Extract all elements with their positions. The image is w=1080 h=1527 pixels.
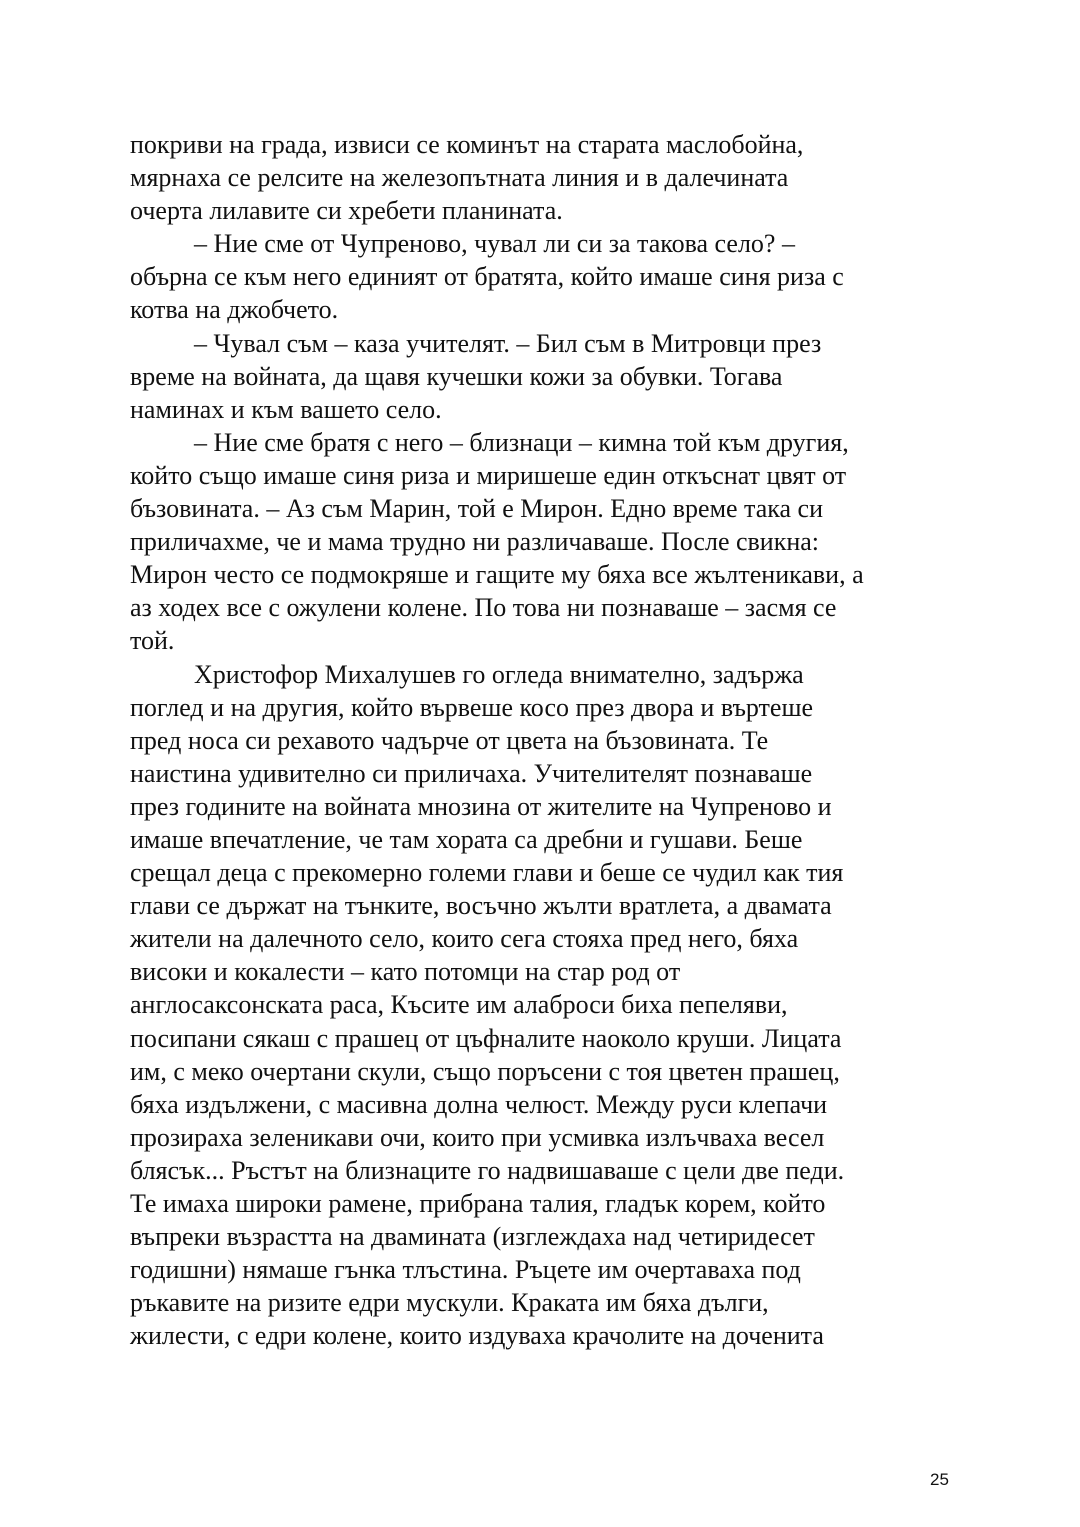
text-line: време на войната, да щавя кучешки кожи за обувки. Тогава [130,361,783,391]
text-line: англосаксонската раса, Късите им алаброси биха пепеляви, [130,990,788,1020]
text-line: Те имаха широки рамене, прибрана талия, гладък корем, който [130,1189,826,1218]
text-line: пред носа си рехавото чадърче от цвета на бъзовината. Те [130,725,769,755]
text-line: наистина удивително си приличаха. Учителителят познаваше [130,758,813,788]
text-line: въпреки възрастта на двамината (изглеждаха над четиридесет [130,1222,815,1252]
text-line: котва на джобчето. [130,295,339,325]
text-line: високи и кокалести – като потомци на стар род от [130,957,681,987]
text-line: блясък... Ръстът на близнаците го надвишаваше с цели две педи. [130,1155,845,1185]
text-line: – Ние сме братя с него – близнаци – кимна той към другия, [194,427,849,457]
text-line: им, с меко очертани скули, също поръсени с тоя цветен прашец, [130,1056,840,1086]
text-line: посипани сякаш с прашец от цъфналите наоколо круши. Лицата [130,1023,842,1053]
text-line: мярнаха се релсите на железопътната линия и в далечината [130,163,789,193]
text-line: той. [130,626,175,656]
text-line: наминах и към вашето село. [130,394,442,424]
text-line: имаше впечатление, че там хората са дребни и гушави. Беше [130,824,803,854]
text-line: бъзовината. – Аз съм Марин, той е Мирон. Едно време така си [130,494,824,524]
text-line: срещал деца с прекомерно големи глави и беше се чудил как тия [130,858,844,888]
page-number: 25 [930,1470,949,1489]
text-line: – Ние сме от Чупреново, чувал ли си за такова село? – [194,229,795,259]
text-line: прозираха зеленикави очи, които при усмивка излъчваха весел [130,1122,825,1152]
text-line: бяха издължени, с масивна долна челюст. Между руси клепачи [130,1089,828,1119]
body-text [130,128,960,1352]
text-line: глави се държат на тънките, восъчно жълти вратлета, а двамата [130,891,832,921]
text-line: през годините на войната мнозина от жителите на Чупреново и [130,791,832,821]
text-line: аз ходех все с ожулени колене. По това ни познаваше – засмя се [130,593,837,623]
text-line: който също имаше синя риза и миришеше един откъснат цвят от [130,460,847,490]
text-line: жилести, с едри колене, които издуваха крачолите на доченита [130,1321,824,1351]
text-line: Христофор Михалушев го огледа внимателно, задържа [194,659,804,689]
text-line: обърна се към него единият от братята, който имаше синя риза с [130,262,844,292]
text-line: – Чувал съм – каза учителят. – Бил съм в Митровци през [194,328,822,358]
text-line: годишни) нямаше гънка тлъстина. Ръцете им очертаваха под [130,1255,801,1285]
text-line: Мирон често се подмокряше и гащите му бяха все жълтеникави, а [130,560,864,590]
text-line: поглед и на другия, който вървеше косо през двора и въртеше [130,692,814,722]
text-line: ръкавите на ризите едри мускули. Краката им бяха дълги, [130,1288,769,1318]
text-line: приличахме, че и мама трудно ни различаваше. После свикна: [130,527,820,557]
text-line: покриви на града, извиси се коминът на старата маслобойна, [130,130,804,159]
text-line: очерта лилавите си хребети планината. [130,196,563,226]
text-line: жители на далечното село, които сега стояха пред него, бяха [130,924,799,954]
